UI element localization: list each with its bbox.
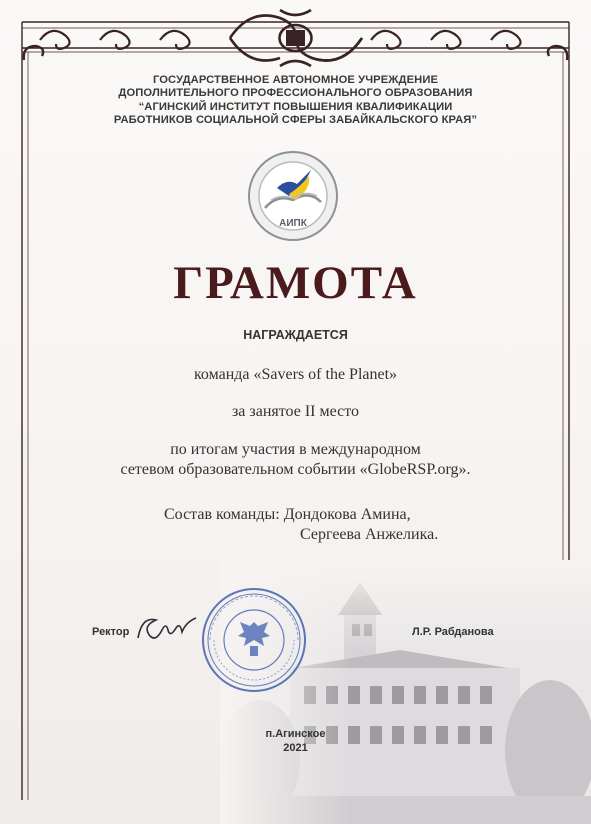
official-seal-icon <box>200 586 308 694</box>
team-line-2: Сергеева Анжелика. <box>300 526 439 543</box>
place-text: за занятое II место <box>231 403 359 420</box>
team-line-1: Состав команды: Дондокова Амина, <box>164 506 411 523</box>
year-label: 2021 <box>283 742 308 754</box>
institution-header <box>60 74 531 128</box>
top-ornament <box>22 10 569 66</box>
reason-line-1: по итогам участия в международном <box>170 441 421 458</box>
signer-name: Л.Р. Рабданова <box>412 626 494 638</box>
city-label: п.Агинское <box>265 728 326 740</box>
header-line-2: ДОПОЛНИТЕЛЬНОГО ПРОФЕССИОНАЛЬНОГО ОБРАЗОВАНИЯ <box>118 87 473 100</box>
header-line-1: ГОСУДАРСТВЕННОЕ АВТОНОМНОЕ УЧРЕЖДЕНИЕ <box>152 74 439 86</box>
institute-logo-icon <box>247 150 339 242</box>
header-line-4: РАБОТНИКОВ СОЦИАЛЬНОЙ СФЕРЫ ЗАБАЙКАЛЬСКОГО КРАЯ” <box>113 114 478 127</box>
reason-line-2: сетевом образовательном событии «GlobeRSP.org». <box>120 461 471 478</box>
signature-icon <box>132 608 202 648</box>
logo-text: АИПК <box>279 218 307 229</box>
header-line-3: “АГИНСКИЙ ИНСТИТУТ ПОВЫШЕНИЯ КВАЛИФИКАЦИИ <box>138 100 453 113</box>
certificate-title: ГРАМОТА <box>173 257 418 309</box>
awarded-label: НАГРАЖДАЕТСЯ <box>243 328 348 342</box>
rector-label: Ректор <box>92 626 130 638</box>
recipient-text: команда «Savers of the Planet» <box>193 366 398 383</box>
